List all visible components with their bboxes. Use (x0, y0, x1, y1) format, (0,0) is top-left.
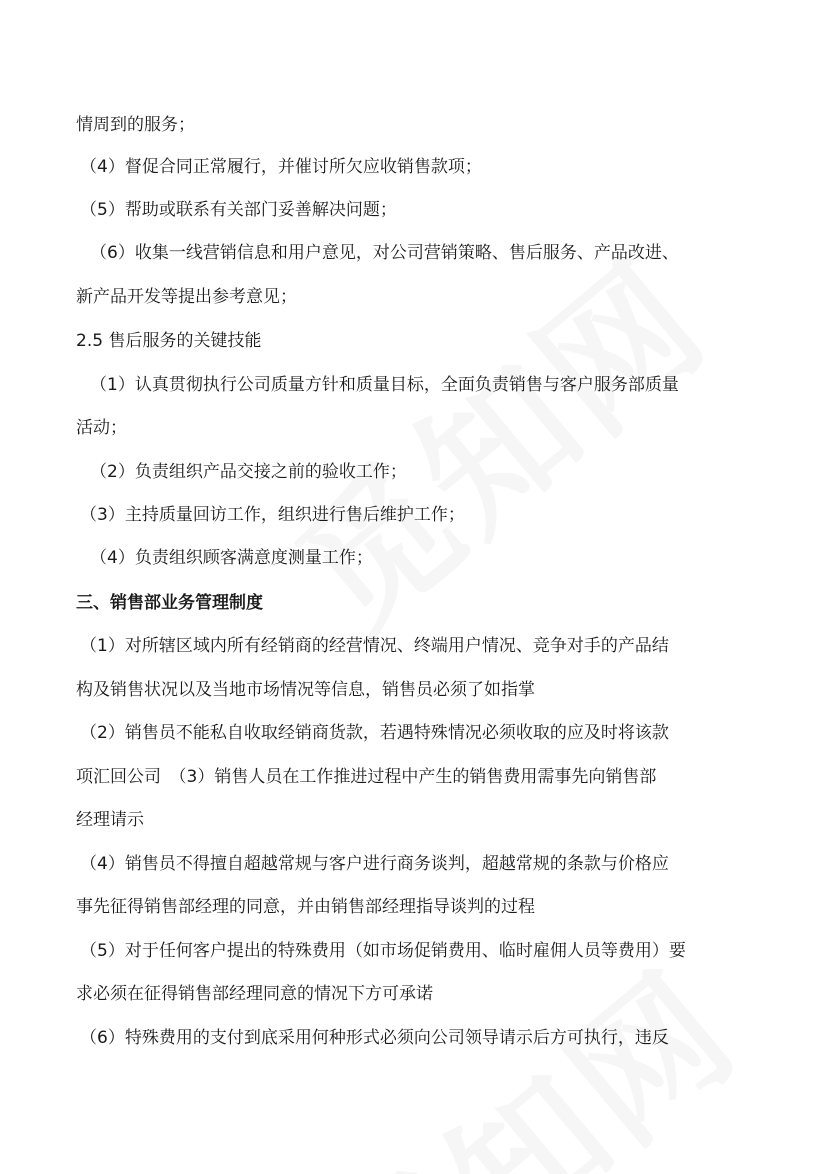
text-line: （4）销售员不得擅自超越常规与客户进行商务谈判，超越常规的条款与价格应 (80, 854, 669, 874)
text-line: 情周到的服务； (76, 115, 195, 135)
section-heading: 2.5 售后服务的关键技能 (76, 331, 262, 351)
watermark-top (245, 205, 742, 671)
text-line: 经理请示 (76, 810, 144, 830)
text-line: （1）认真贯彻执行公司质量方针和质量目标，全面负责销售与客户服务部质量 (90, 375, 679, 395)
text-line: （5）对于任何客户提出的特殊费用（如市场促销费用、临时雇佣人员等费用）要 (80, 941, 686, 961)
text-line: （4）负责组织顾客满意度测量工作； (90, 548, 373, 568)
text-line: （1）对所辖区域内所有经销商的经营情况、终端用户情况、竞争对手的产品结 (80, 636, 669, 656)
text-line: （6）收集一线营销信息和用户意见，对公司营销策略、售后服务、产品改进、 (90, 243, 679, 263)
text-line: （4）督促合同正常履行，并催讨所欠应收销售款项； (80, 157, 482, 177)
text-line: 事先征得销售部经理的同意，并由销售部经理指导谈判的过程 (76, 897, 535, 917)
text-line: 活动； (76, 418, 127, 438)
text-line: （2）销售员不能私自收取经销商货款，若遇特殊情况必须收取的应及时将该款 (80, 723, 669, 743)
text-line: 构及销售状况以及当地市场情况等信息，销售员必须了如指掌 (76, 680, 535, 700)
text-line: 求必须在征得销售部经理同意的情况下方可承诺 (76, 984, 433, 1004)
text-line: （3）主持质量回访工作，组织进行售后维护工作； (80, 505, 465, 525)
text-line: （2）负责组织产品交接之前的验收工作； (90, 462, 407, 482)
text-line: （5）帮助或联系有关部门妥善解决问题； (80, 200, 397, 220)
text-line: （6）特殊费用的支付到底采用何种形式必须向公司领导请示后方可执行，违反 (80, 1028, 669, 1048)
chapter-heading: 三、销售部业务管理制度 (76, 593, 263, 613)
text-line: 新产品开发等提出参考意见； (76, 287, 297, 307)
text-line: 项汇回公司 （3）销售人员在工作推进过程中产生的销售费用需事先向销售部 (76, 767, 657, 787)
